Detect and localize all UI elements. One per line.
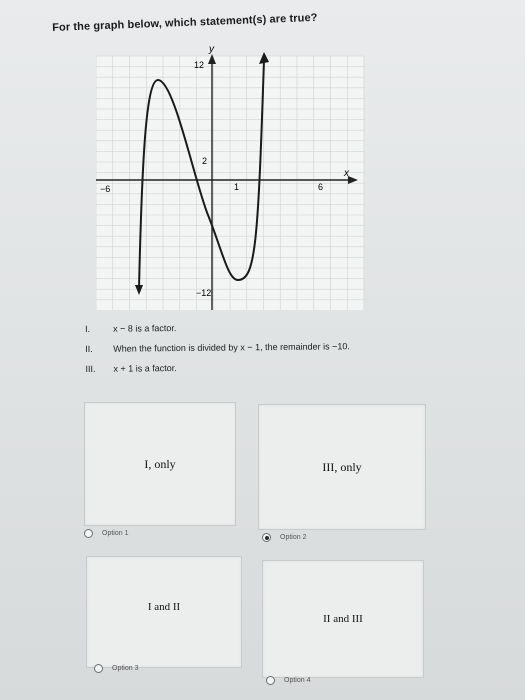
radio-button[interactable] [84, 529, 93, 538]
y-axis-label: y [209, 44, 214, 55]
option-1[interactable] [84, 529, 128, 538]
option-4[interactable] [266, 676, 310, 685]
x-tick-right: 6 [318, 182, 324, 192]
answer-card-label: III, only [322, 460, 362, 474]
option-3[interactable] [94, 664, 138, 673]
statement-1 [85, 320, 445, 334]
answer-card-3[interactable] [86, 556, 242, 668]
x-tick-left: −6 [100, 184, 111, 194]
answer-card-label: I, only [144, 457, 176, 471]
y-tick-top: 12 [194, 60, 205, 70]
statement-text: When the function is divided by x − 1, the remainder is −10. [113, 341, 350, 354]
statement-2 [85, 340, 445, 354]
answer-card-label: II and III [323, 613, 363, 625]
answer-card-2[interactable] [258, 404, 426, 530]
function-graph [96, 40, 366, 310]
radio-button[interactable] [94, 664, 103, 673]
y-tick-bottom: −12 [196, 288, 212, 298]
question-text: For the graph below, which statement(s) are true? [52, 11, 318, 34]
option-2[interactable] [262, 533, 306, 542]
option-label: Option 2 [280, 534, 307, 541]
statement-number: II. [85, 343, 93, 354]
statement-3 [85, 360, 445, 374]
x-axis-label: x [344, 168, 349, 179]
radio-button[interactable] [266, 676, 275, 685]
option-label: Option 1 [102, 530, 129, 537]
statement-text: x + 1 is a factor. [113, 363, 177, 374]
option-label: Option 4 [284, 677, 311, 684]
radio-button-selected[interactable] [262, 533, 271, 542]
statement-text: x − 8 is a factor. [112, 323, 177, 334]
statement-number: III. [85, 363, 96, 374]
y-tick-mid: 2 [202, 156, 208, 166]
answer-card-4[interactable] [262, 560, 424, 678]
x-tick-one: 1 [234, 182, 240, 192]
statements-list [85, 320, 446, 384]
answer-card-label: I and II [147, 601, 181, 613]
statement-number: I. [85, 323, 91, 334]
option-label: Option 3 [112, 665, 139, 672]
answer-card-1[interactable] [84, 402, 236, 526]
